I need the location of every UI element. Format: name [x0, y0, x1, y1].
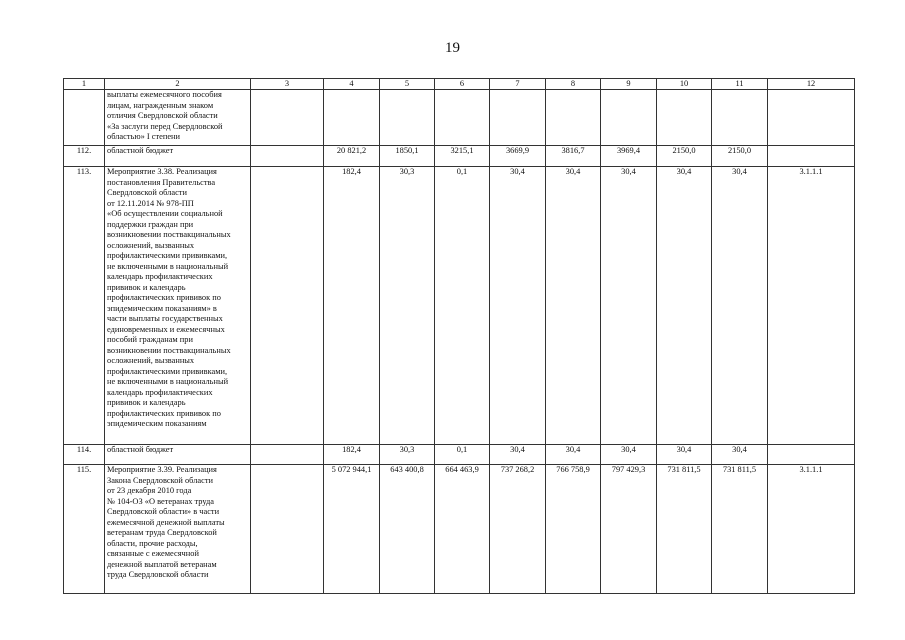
cell-col-11: 30,4 [712, 167, 768, 445]
cell-col-10: 2150,0 [657, 146, 712, 167]
cell-col-7 [490, 90, 546, 146]
cell-col-6: 0,1 [435, 167, 490, 445]
cell-col-10: 30,4 [657, 445, 712, 465]
cell-col-6: 0,1 [435, 445, 490, 465]
cell-col-6 [435, 90, 490, 146]
table-row [64, 90, 855, 146]
table-row [64, 146, 855, 167]
row-number: 114. [64, 445, 105, 465]
cell-col-10 [657, 90, 712, 146]
cell-col-9: 797 429,3 [601, 465, 657, 594]
cell-col-10: 731 811,5 [657, 465, 712, 594]
budget-table [63, 78, 855, 594]
cell-col-7: 3669,9 [490, 146, 546, 167]
cell-col-3 [251, 146, 324, 167]
cell-col-11 [712, 90, 768, 146]
cell-col-6: 664 463,9 [435, 465, 490, 594]
cell-col-5 [380, 90, 435, 146]
cell-col-9: 3969,4 [601, 146, 657, 167]
row-description: областной бюджет [105, 146, 251, 167]
column-header: 12 [768, 79, 855, 90]
column-header: 5 [380, 79, 435, 90]
cell-col-3 [251, 465, 324, 594]
cell-col-11: 30,4 [712, 445, 768, 465]
cell-col-5: 1850,1 [380, 146, 435, 167]
cell-col-4 [324, 90, 380, 146]
cell-col-4: 182,4 [324, 167, 380, 445]
row-description: выплаты ежемесячного пособия лицам, награжденным знаком отличия Свердловской области «За заслуги перед Свердловской областью» I степени [105, 90, 251, 146]
cell-col-7: 30,4 [490, 445, 546, 465]
cell-col-12 [768, 445, 855, 465]
cell-col-8: 3816,7 [546, 146, 601, 167]
cell-col-4: 5 072 944,1 [324, 465, 380, 594]
cell-col-3 [251, 90, 324, 146]
cell-col-3 [251, 445, 324, 465]
cell-col-6: 3215,1 [435, 146, 490, 167]
cell-col-12: 3.1.1.1 [768, 465, 855, 594]
column-header: 8 [546, 79, 601, 90]
row-number: 112. [64, 146, 105, 167]
cell-col-12 [768, 90, 855, 146]
row-description: Мероприятие 3.38. Реализация постановления Правительства Свердловской области от 12.11.2014 № 978-ПП «Об осуществлении социальной поддержки граждан при возникновении поствакцинальных осложнений, вызванных профилактическими прививками, не включенными в национальный календарь профилактических прививок и календарь профилактических прививок по эпидемическим показаниям» в части выплаты государственных единовременных и ежемесячных пособий гражданам при возникновении поствакцинальных осложнений, вызванных профилактическими прививками, не включенными в национальный календарь профилактических прививок и календарь профилактических прививок по эпидемическим показаниям [105, 167, 251, 445]
row-number: 113. [64, 167, 105, 445]
cell-col-11: 2150,0 [712, 146, 768, 167]
cell-col-5: 30,3 [380, 167, 435, 445]
cell-col-9: 30,4 [601, 445, 657, 465]
page-number: 19 [445, 40, 460, 56]
cell-col-9: 30,4 [601, 167, 657, 445]
cell-col-5: 30,3 [380, 445, 435, 465]
cell-col-4: 20 821,2 [324, 146, 380, 167]
row-number [64, 90, 105, 146]
column-header: 2 [105, 79, 251, 90]
cell-col-12: 3.1.1.1 [768, 167, 855, 445]
column-header: 7 [490, 79, 546, 90]
cell-col-9 [601, 90, 657, 146]
cell-col-10: 30,4 [657, 167, 712, 445]
column-header: 11 [712, 79, 768, 90]
cell-col-8 [546, 90, 601, 146]
table-row [64, 445, 855, 465]
cell-col-8: 30,4 [546, 445, 601, 465]
cell-col-12 [768, 146, 855, 167]
table-row [64, 465, 855, 594]
cell-col-7: 737 268,2 [490, 465, 546, 594]
column-header: 9 [601, 79, 657, 90]
cell-col-4: 182,4 [324, 445, 380, 465]
cell-col-8: 766 758,9 [546, 465, 601, 594]
column-header: 3 [251, 79, 324, 90]
cell-col-8: 30,4 [546, 167, 601, 445]
column-number-row [64, 79, 855, 90]
cell-col-5: 643 400,8 [380, 465, 435, 594]
row-description: Мероприятие 3.39. Реализация Закона Свердловской области от 23 декабря 2010 года № 104-ОЗ «О ветеранах труда Свердловской области» в части ежемесячной денежной выплаты ветеранам труда Свердловской области, прочие расходы, связанные с ежемесячной денежной выплатой ветеранам труда Свердловской области [105, 465, 251, 594]
column-header: 6 [435, 79, 490, 90]
row-number: 115. [64, 465, 105, 594]
cell-col-7: 30,4 [490, 167, 546, 445]
row-description: областной бюджет [105, 445, 251, 465]
column-header: 1 [64, 79, 105, 90]
cell-col-11: 731 811,5 [712, 465, 768, 594]
table-row [64, 167, 855, 445]
column-header: 10 [657, 79, 712, 90]
column-header: 4 [324, 79, 380, 90]
cell-col-3 [251, 167, 324, 445]
